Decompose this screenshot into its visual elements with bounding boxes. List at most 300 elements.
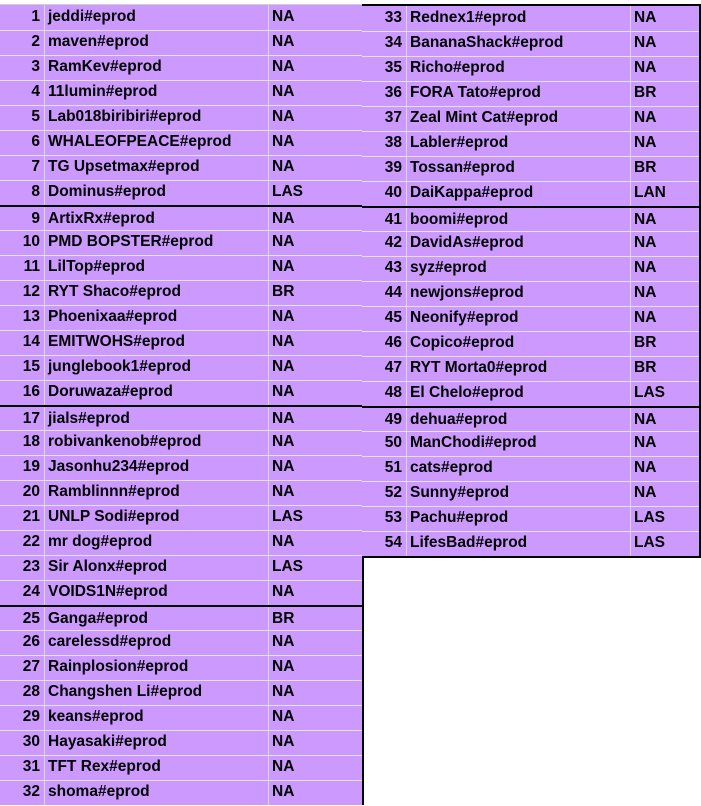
player-name: TFT Rex#eprod (48, 758, 161, 775)
column-divider (630, 106, 631, 131)
player-region: LAS (634, 509, 665, 526)
column-divider (44, 555, 45, 580)
player-region: LAS (634, 534, 665, 551)
column-divider (44, 255, 45, 280)
player-name: Dominus#eprod (48, 183, 166, 200)
column-divider (406, 6, 407, 31)
player-name: Sir Alonx#eprod (48, 558, 168, 575)
column-divider (268, 380, 269, 405)
player-number: 26 (22, 633, 40, 650)
player-number: 44 (384, 284, 402, 301)
table-row (362, 231, 699, 256)
column-divider (406, 106, 407, 131)
column-divider (406, 531, 407, 556)
table-row (0, 255, 362, 280)
player-number: 16 (22, 383, 40, 400)
player-number: 23 (22, 558, 40, 575)
table-row (0, 455, 362, 480)
player-region: NA (272, 433, 295, 450)
row-divider (0, 780, 362, 781)
column-divider (268, 730, 269, 755)
column-divider (268, 80, 269, 105)
player-name: RamKev#eprod (48, 58, 162, 75)
column-divider (268, 680, 269, 705)
player-table-right (362, 4, 701, 558)
player-number: 18 (22, 433, 40, 450)
row-divider (0, 430, 362, 431)
table-row (0, 80, 362, 105)
table-row (362, 481, 699, 506)
player-number: 54 (384, 534, 402, 551)
player-number: 34 (384, 34, 402, 51)
row-divider (0, 530, 362, 531)
column-divider (406, 356, 407, 381)
player-region: NA (634, 434, 657, 451)
player-region: LAS (634, 384, 665, 401)
player-region: NA (272, 410, 295, 427)
player-number: 52 (384, 484, 402, 501)
player-region: NA (272, 733, 295, 750)
player-name: Ganga#eprod (48, 610, 148, 627)
column-divider (630, 381, 631, 406)
column-divider (268, 155, 269, 180)
player-name: Changshen Li#eprod (48, 683, 203, 700)
player-region: NA (272, 358, 295, 375)
player-name: newjons#eprod (410, 284, 524, 301)
table-row (362, 81, 699, 106)
player-region: BR (634, 159, 657, 176)
row-divider (0, 330, 362, 331)
table-row (0, 30, 362, 55)
column-divider (630, 281, 631, 306)
player-name: Copico#eprod (410, 334, 515, 351)
column-divider (630, 6, 631, 31)
player-region: NA (272, 383, 295, 400)
table-row (0, 705, 362, 730)
column-divider (630, 356, 631, 381)
player-region: NA (272, 33, 295, 50)
player-name: robivankenob#eprod (48, 433, 202, 450)
row-divider (362, 256, 699, 257)
player-number: 9 (31, 210, 40, 227)
column-divider (44, 580, 45, 605)
player-number: 13 (22, 308, 40, 325)
player-name: Doruwaza#eprod (48, 383, 173, 400)
column-divider (44, 80, 45, 105)
player-number: 37 (384, 109, 402, 126)
row-divider (0, 755, 362, 756)
table-row (362, 456, 699, 481)
player-number: 14 (22, 333, 40, 350)
player-number: 46 (384, 334, 402, 351)
player-number: 19 (22, 458, 40, 475)
player-name: maven#eprod (48, 33, 149, 50)
row-divider (362, 281, 699, 282)
column-divider (44, 105, 45, 130)
row-divider (362, 506, 699, 507)
column-divider (406, 31, 407, 56)
player-region: NA (272, 633, 295, 650)
table-row (0, 405, 362, 430)
column-divider (630, 431, 631, 456)
player-number: 31 (22, 758, 40, 775)
player-region: LAS (272, 558, 303, 575)
column-divider (630, 81, 631, 106)
player-name: carelessd#eprod (48, 633, 172, 650)
column-divider (630, 31, 631, 56)
row-divider (0, 555, 362, 556)
column-divider (268, 655, 269, 680)
player-number: 21 (22, 508, 40, 525)
player-region: NA (634, 34, 657, 51)
player-region: NA (272, 258, 295, 275)
table-row (362, 506, 699, 531)
player-name: keans#eprod (48, 708, 144, 725)
player-name: Rednex1#eprod (410, 9, 527, 26)
column-divider (630, 331, 631, 356)
row-divider (362, 481, 699, 482)
column-divider (44, 780, 45, 805)
column-divider (268, 207, 269, 230)
column-divider (44, 455, 45, 480)
row-divider (0, 280, 362, 281)
player-number: 8 (31, 183, 40, 200)
table-row (0, 355, 362, 380)
column-divider (44, 730, 45, 755)
column-divider (630, 306, 631, 331)
row-divider (362, 356, 699, 357)
player-number: 47 (384, 359, 402, 376)
table-row (0, 130, 362, 155)
column-divider (268, 305, 269, 330)
player-name: Ramblinnn#eprod (48, 483, 180, 500)
table-row (0, 180, 362, 205)
player-region: LAS (272, 508, 303, 525)
column-divider (268, 55, 269, 80)
table-row (0, 380, 362, 405)
player-name: DavidAs#eprod (410, 234, 524, 251)
player-name: dehua#eprod (410, 411, 508, 428)
column-divider (406, 156, 407, 181)
column-divider (44, 607, 45, 630)
row-divider (362, 56, 699, 57)
player-number: 22 (22, 533, 40, 550)
player-region: NA (634, 484, 657, 501)
row-divider (0, 105, 362, 106)
column-divider (268, 330, 269, 355)
player-region: NA (272, 158, 295, 175)
column-divider (268, 705, 269, 730)
player-region: BR (272, 610, 295, 627)
player-name: Jasonhu234#eprod (48, 458, 190, 475)
player-region: NA (272, 583, 295, 600)
row-divider (0, 680, 362, 681)
table-row (0, 430, 362, 455)
player-name: 11lumin#eprod (48, 83, 158, 100)
player-number: 15 (22, 358, 40, 375)
table-row (362, 306, 699, 331)
column-divider (44, 480, 45, 505)
player-number: 45 (384, 309, 402, 326)
player-number: 5 (31, 108, 40, 125)
table-row (0, 280, 362, 305)
column-divider (630, 208, 631, 231)
column-divider (44, 280, 45, 305)
column-divider (44, 55, 45, 80)
player-region: NA (634, 234, 657, 251)
player-name: Sunny#eprod (410, 484, 510, 501)
player-number: 12 (22, 283, 40, 300)
player-name: Labler#eprod (410, 134, 509, 151)
column-divider (268, 180, 269, 205)
player-region: NA (634, 211, 657, 228)
column-divider (268, 580, 269, 605)
player-region: BR (634, 359, 657, 376)
player-name: shoma#eprod (48, 783, 150, 800)
row-divider (0, 580, 362, 581)
column-divider (268, 755, 269, 780)
column-divider (268, 230, 269, 255)
table-row (0, 580, 362, 605)
table-row (0, 730, 362, 755)
row-divider (362, 331, 699, 332)
player-region: LAS (272, 183, 303, 200)
player-name: Phoenixaa#eprod (48, 308, 178, 325)
player-number: 41 (384, 211, 402, 228)
column-divider (268, 505, 269, 530)
player-name: EMITWOHS#eprod (48, 333, 185, 350)
player-region: BR (634, 84, 657, 101)
table-row (0, 105, 362, 130)
player-number: 42 (384, 234, 402, 251)
column-divider (630, 506, 631, 531)
player-region: NA (634, 134, 657, 151)
table-row (0, 655, 362, 680)
player-number: 2 (31, 33, 40, 50)
player-number: 39 (384, 159, 402, 176)
player-name: DaiKappa#eprod (410, 184, 534, 201)
table-row (362, 106, 699, 131)
player-region: BR (634, 334, 657, 351)
column-divider (630, 156, 631, 181)
row-divider (0, 380, 362, 381)
player-region: NA (272, 533, 295, 550)
column-divider (406, 481, 407, 506)
player-name: RYT Shaco#eprod (48, 283, 181, 300)
table-row (0, 680, 362, 705)
player-number: 24 (22, 583, 40, 600)
column-divider (268, 105, 269, 130)
table-row (362, 531, 699, 556)
column-divider (406, 281, 407, 306)
table-row (0, 755, 362, 780)
player-region: NA (272, 83, 295, 100)
column-divider (268, 130, 269, 155)
player-region: NA (634, 9, 657, 26)
row-divider (0, 730, 362, 731)
player-region: NA (634, 284, 657, 301)
player-name: UNLP Sodi#eprod (48, 508, 180, 525)
column-divider (44, 380, 45, 405)
column-divider (44, 655, 45, 680)
column-divider (44, 5, 45, 30)
player-name: LilTop#eprod (48, 258, 146, 275)
player-region: NA (272, 458, 295, 475)
player-number: 20 (22, 483, 40, 500)
player-name: Hayasaki#eprod (48, 733, 167, 750)
player-name: TG Upsetmax#eprod (48, 158, 200, 175)
player-region: NA (634, 59, 657, 76)
table-row (362, 406, 699, 431)
column-divider (44, 355, 45, 380)
column-divider (44, 330, 45, 355)
row-divider (0, 255, 362, 256)
column-divider (268, 455, 269, 480)
player-name: PMD BOPSTER#eprod (48, 233, 214, 250)
row-divider (362, 81, 699, 82)
table-row (362, 431, 699, 456)
row-divider (362, 181, 699, 182)
player-number: 50 (384, 434, 402, 451)
player-number: 29 (22, 708, 40, 725)
player-region: BR (272, 283, 295, 300)
player-number: 38 (384, 134, 402, 151)
player-region: NA (634, 309, 657, 326)
table-row (0, 5, 362, 30)
player-name: VOIDS1N#eprod (48, 583, 168, 600)
row-divider (0, 455, 362, 456)
row-divider (0, 230, 362, 231)
player-number: 7 (31, 158, 40, 175)
column-divider (44, 180, 45, 205)
table-row (362, 181, 699, 206)
column-divider (406, 408, 407, 431)
player-name: junglebook1#eprod (48, 358, 191, 375)
column-divider (406, 381, 407, 406)
table-row (0, 330, 362, 355)
player-region: NA (272, 708, 295, 725)
table-row (0, 205, 362, 230)
table-row (362, 256, 699, 281)
table-row (0, 630, 362, 655)
row-divider (0, 355, 362, 356)
player-region: NA (272, 210, 295, 227)
row-divider (362, 31, 699, 32)
player-number: 35 (384, 59, 402, 76)
player-region: NA (272, 133, 295, 150)
column-divider (44, 130, 45, 155)
player-name: BananaShack#eprod (410, 34, 564, 51)
player-region: NA (634, 259, 657, 276)
column-divider (406, 506, 407, 531)
player-name: Richo#eprod (410, 59, 505, 76)
player-number: 10 (22, 233, 40, 250)
player-name: LifesBad#eprod (410, 534, 528, 551)
column-divider (406, 431, 407, 456)
table-row (0, 780, 362, 805)
column-divider (268, 255, 269, 280)
player-region: NA (634, 411, 657, 428)
column-divider (44, 705, 45, 730)
column-divider (406, 208, 407, 231)
row-divider (0, 480, 362, 481)
table-row (362, 31, 699, 56)
row-divider (0, 630, 362, 631)
column-divider (630, 231, 631, 256)
column-divider (630, 256, 631, 281)
row-divider (362, 381, 699, 382)
table-row (362, 356, 699, 381)
player-number: 40 (384, 184, 402, 201)
column-divider (44, 207, 45, 230)
player-region: NA (272, 58, 295, 75)
column-divider (44, 505, 45, 530)
row-divider (0, 130, 362, 131)
table-row (0, 155, 362, 180)
player-number: 25 (22, 610, 40, 627)
player-region: LAN (634, 184, 666, 201)
column-divider (630, 456, 631, 481)
table-row (362, 381, 699, 406)
player-region: NA (634, 109, 657, 126)
column-divider (406, 181, 407, 206)
column-divider (268, 407, 269, 430)
row-divider (362, 106, 699, 107)
row-divider (0, 655, 362, 656)
player-region: NA (272, 758, 295, 775)
player-number: 48 (384, 384, 402, 401)
column-divider (630, 56, 631, 81)
table-row (0, 555, 362, 580)
player-name: Pachu#eprod (410, 509, 509, 526)
column-divider (406, 56, 407, 81)
column-divider (44, 630, 45, 655)
column-divider (268, 30, 269, 55)
player-name: Neonify#eprod (410, 309, 519, 326)
column-divider (630, 181, 631, 206)
column-divider (406, 231, 407, 256)
player-number: 28 (22, 683, 40, 700)
player-region: NA (634, 459, 657, 476)
row-divider (0, 155, 362, 156)
column-divider (268, 430, 269, 455)
table-row (362, 156, 699, 181)
column-divider (44, 407, 45, 430)
row-divider (0, 180, 362, 181)
player-number: 32 (22, 783, 40, 800)
column-divider (268, 480, 269, 505)
player-number: 53 (384, 509, 402, 526)
player-name: mr dog#eprod (48, 533, 153, 550)
table-row (362, 281, 699, 306)
row-divider (0, 705, 362, 706)
row-divider (362, 231, 699, 232)
column-divider (44, 530, 45, 555)
row-divider (362, 531, 699, 532)
player-name: Lab018biribiri#eprod (48, 108, 202, 125)
player-number: 4 (31, 83, 40, 100)
player-region: NA (272, 8, 295, 25)
column-divider (630, 408, 631, 431)
player-number: 51 (384, 459, 402, 476)
player-region: NA (272, 233, 295, 250)
player-name: WHALEOFPEACE#eprod (48, 133, 232, 150)
player-name: RYT Morta0#eprod (410, 359, 548, 376)
table-row (362, 131, 699, 156)
row-divider (362, 456, 699, 457)
column-divider (44, 230, 45, 255)
player-number: 11 (23, 258, 40, 275)
